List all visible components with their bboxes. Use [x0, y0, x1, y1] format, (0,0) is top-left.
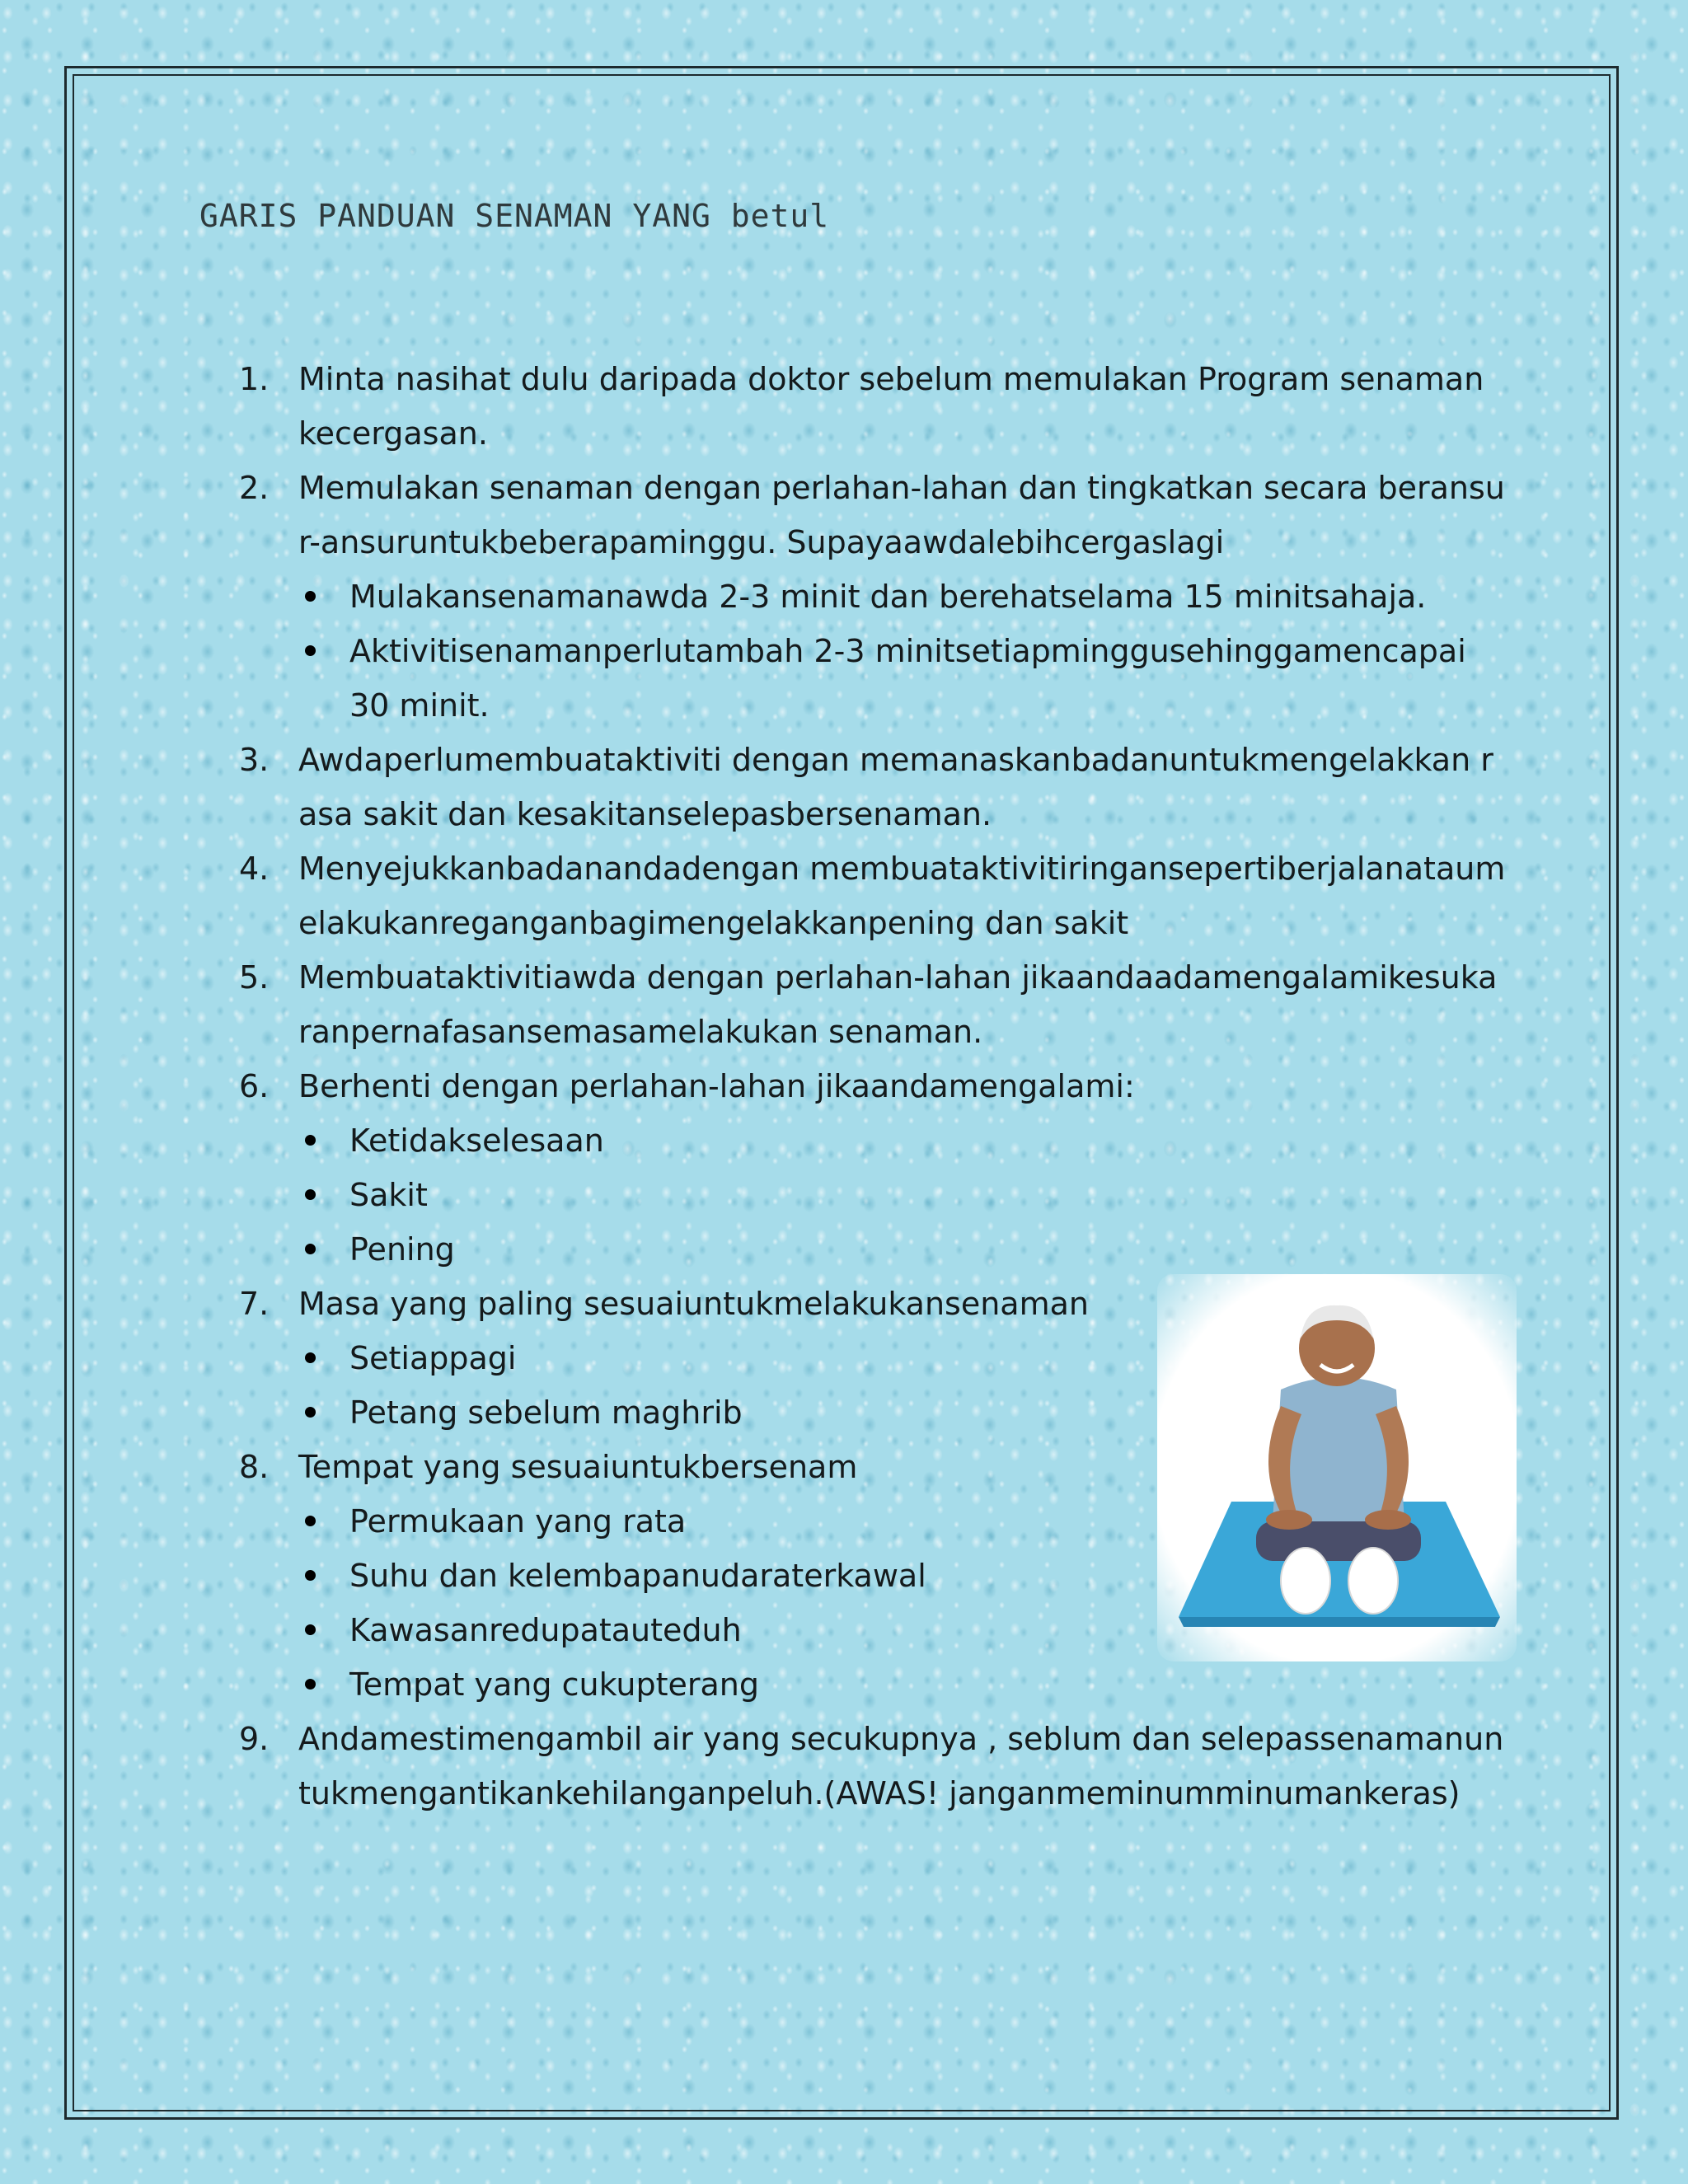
- item-text: Minta nasihat dulu daripada doktor sebelum memulakan Program senaman kecergasan.: [298, 361, 1484, 452]
- sub-item-text: Tempat yang cukupterang: [349, 1666, 760, 1703]
- sub-item-text: Sakit: [349, 1177, 428, 1213]
- sub-list-item: [298, 569, 1508, 624]
- item-text: Tempat yang sesuaiuntukbersenam: [298, 1449, 858, 1485]
- item-number: 9.: [239, 1721, 270, 1757]
- sub-item-text: Pening: [349, 1231, 455, 1268]
- sub-list-item: [298, 624, 1508, 733]
- list-item: [239, 352, 1508, 461]
- list-item: [239, 1712, 1508, 1821]
- list-item: [239, 1059, 1508, 1277]
- left-hand: [1266, 1510, 1312, 1530]
- list-item: [239, 733, 1508, 841]
- item-number: 5.: [239, 959, 270, 996]
- item-text: Berhenti dengan perlahan-lahan jikaandamengalami:: [298, 1068, 1135, 1104]
- item-number: 3.: [239, 742, 270, 778]
- item-text: Membuataktivitiawda dengan perlahan-lahan jikaandaadamengalamikesukaranpernafasansemasamelakukan senaman.: [298, 959, 1498, 1050]
- item-number: 1.: [239, 361, 270, 397]
- sub-item-text: Kawasanredupatauteduh: [349, 1612, 742, 1648]
- right-hand: [1365, 1510, 1411, 1530]
- bullet-icon: [305, 1516, 316, 1526]
- sub-item-text: Mulakansenamanawda 2-3 minit dan berehatselama 15 minitsahaja.: [349, 579, 1427, 615]
- sub-list: [298, 569, 1508, 733]
- item-number: 4.: [239, 851, 270, 887]
- bullet-icon: [305, 645, 316, 656]
- list-item: [239, 461, 1508, 733]
- mat-edge: [1179, 1617, 1500, 1627]
- bullet-icon: [305, 1624, 316, 1635]
- list-item: [239, 841, 1508, 950]
- item-number: 7.: [239, 1286, 270, 1322]
- exercise-photo: [1157, 1274, 1517, 1661]
- right-foot: [1348, 1548, 1398, 1614]
- bullet-icon: [305, 1244, 316, 1254]
- man-stretching-illustration: [1157, 1274, 1517, 1661]
- sub-item-text: Setiappagi: [349, 1340, 517, 1376]
- bullet-icon: [305, 1570, 316, 1581]
- item-number: 6.: [239, 1068, 270, 1104]
- bullet-icon: [305, 1135, 316, 1146]
- page-title: GARIS PANDUAN SENAMAN YANG betul: [199, 198, 830, 234]
- bullet-icon: [305, 1679, 316, 1690]
- left-foot: [1281, 1548, 1330, 1614]
- item-text: Masa yang paling sesuaiuntukmelakukansenaman: [298, 1286, 1089, 1322]
- bullet-icon: [305, 1352, 316, 1363]
- sub-item-text: Suhu dan kelembapanudaraterkawal: [349, 1558, 926, 1594]
- sub-list-item: [298, 1113, 1508, 1168]
- sub-item-text: Aktivitisenamanperlutambah 2-3 minitsetiapminggusehinggamencapai 30 minit.: [349, 633, 1466, 724]
- sub-list: [298, 1113, 1508, 1277]
- item-text: Andamestimengambil air yang secukupnya , seblum dan selepassenamanuntukmengantikankehilanganpeluh.(AWAS! janganmeminumminumankeras): [298, 1721, 1504, 1811]
- bullet-icon: [305, 1189, 316, 1200]
- sub-list-item: [298, 1168, 1508, 1222]
- bullet-icon: [305, 1407, 316, 1418]
- sub-item-text: Petang sebelum maghrib: [349, 1394, 743, 1431]
- sub-list-item: [298, 1222, 1508, 1277]
- bullet-icon: [305, 591, 316, 602]
- item-text: Awdaperlumembuataktiviti dengan memanaskanbadanuntukmengelakkan rasa sakit dan kesakitanselepasbersenaman.: [298, 742, 1493, 832]
- item-number: 2.: [239, 470, 270, 506]
- item-number: 8.: [239, 1449, 270, 1485]
- item-text: Menyejukkanbadanandadengan membuataktivitiringansepertiberjalanataumelakukanreganganbagimengelakkanpening dan sakit: [298, 851, 1506, 941]
- item-text: Memulakan senaman dengan perlahan-lahan dan tingkatkan secara beransur-ansuruntukbeberapaminggu. Supayaawdalebihcergaslagi: [298, 470, 1505, 560]
- sub-item-text: Permukaan yang rata: [349, 1503, 687, 1540]
- list-item: [239, 950, 1508, 1059]
- sub-item-text: Ketidakselesaan: [349, 1122, 604, 1159]
- sub-list-item: [298, 1657, 1508, 1712]
